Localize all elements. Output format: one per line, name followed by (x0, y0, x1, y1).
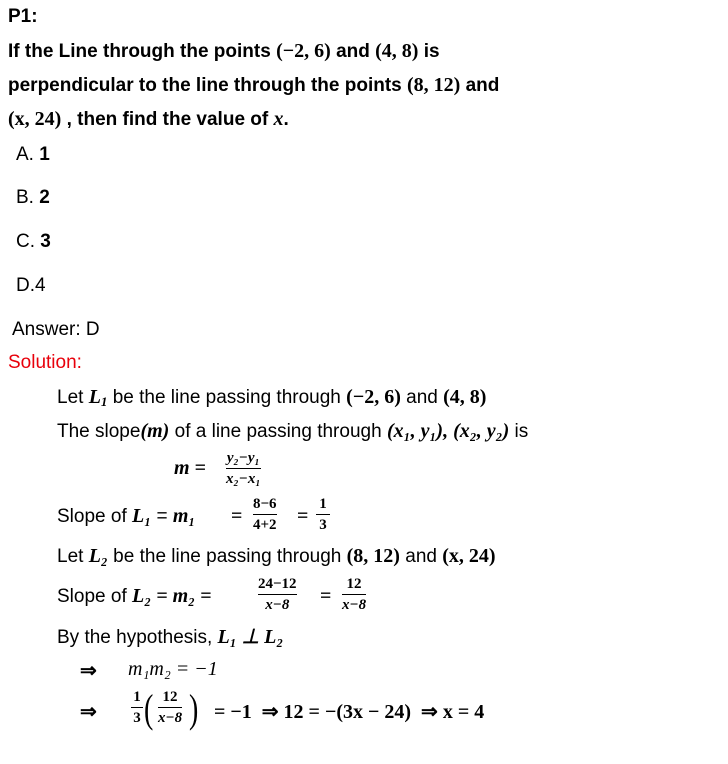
hypothesis-line (57, 624, 283, 649)
point: (−2, 6) (346, 386, 401, 408)
solution-line-2 (57, 420, 528, 443)
text: By the hypothesis, (57, 627, 218, 648)
point: (4, 8) (443, 386, 487, 408)
equals: = (297, 505, 309, 527)
denominator: x₂−x₁ (226, 471, 261, 487)
fraction-bar (316, 514, 330, 515)
fraction-bar (258, 594, 297, 595)
option-value: 1 (39, 144, 50, 165)
problem-number: P1: (8, 6, 38, 27)
l-symbol: L (88, 386, 101, 408)
slope-formula-fraction (226, 449, 261, 488)
answer-value: D (85, 319, 100, 340)
numerator: 12 (162, 689, 178, 705)
option-label: D. (16, 275, 35, 296)
period: . (283, 109, 289, 130)
answer-label: Answer: (12, 319, 81, 340)
problem-text: is (418, 41, 440, 62)
fraction-bar (131, 707, 143, 708)
equals: = (231, 505, 243, 527)
problem-text: , then find the value of (61, 109, 274, 130)
one-third-fraction (131, 688, 143, 727)
fraction-bar (158, 707, 182, 708)
option-label: B. (16, 187, 34, 208)
equals: = (320, 585, 332, 607)
numerator: 8−6 (253, 496, 277, 512)
option-value: 2 (39, 187, 50, 208)
denominator: 3 (133, 710, 141, 726)
fraction-bar (226, 468, 261, 469)
conjunction: and (460, 75, 500, 96)
option-d (16, 275, 46, 297)
denominator: x−8 (158, 710, 183, 726)
line-symbol: L₂ (88, 545, 108, 567)
answer-line (12, 319, 100, 341)
left-paren: ( (143, 686, 154, 731)
option-value: 3 (40, 231, 51, 252)
line-symbol: L₁ (132, 505, 152, 527)
option-value: 4 (35, 275, 46, 296)
point-a: (−2, 6) (276, 40, 331, 62)
problem-line-2 (8, 74, 499, 97)
numerator: y₂−y₁ (226, 450, 260, 466)
slope-l2-line (57, 585, 212, 608)
denominator: 3 (319, 517, 327, 533)
slope-l1-fraction (253, 495, 277, 534)
fraction-bar (253, 514, 277, 515)
slope-l2-result (342, 575, 366, 614)
slope-l1-result (316, 495, 330, 534)
denominator: 4+2 (253, 517, 277, 533)
numerator: 24−12 (258, 576, 297, 592)
implies-arrow-icon: ⇒ (80, 660, 97, 682)
problem-text: perpendicular to the line through the points (8, 75, 407, 96)
final-derivation: = −1 ⇒ 12 = −(3x − 24) ⇒ x = 4 (214, 701, 485, 723)
slope-symbol: (m) (140, 420, 170, 442)
option-a (16, 144, 50, 166)
slope-l2-inner-fraction (158, 688, 182, 727)
fraction-bar (342, 594, 366, 595)
variable-x: x (273, 108, 284, 130)
text: be the line passing through (107, 387, 347, 408)
solution-line-1 (57, 386, 486, 410)
formula-lhs: m = (174, 457, 206, 479)
slope-l2-fraction (258, 575, 297, 614)
text: of a line passing through (169, 421, 387, 442)
point-c: (8, 12) (407, 74, 461, 96)
right-paren: ) (188, 686, 199, 731)
option-label: C. (16, 231, 35, 252)
implies-arrow-icon: ⇒ (80, 701, 97, 723)
text: The slope (57, 421, 141, 442)
text: is (509, 421, 529, 442)
conjunction: and (330, 41, 376, 62)
slope-l1-line (57, 505, 195, 528)
line-l1 (89, 386, 108, 408)
perpendicular-expression: L₁ ⊥ L₂ (217, 626, 284, 648)
numerator: 12 (346, 576, 362, 592)
equals: = (151, 506, 173, 527)
text: and (399, 546, 443, 567)
denominator: x−8 (342, 597, 367, 613)
general-points: (x₁, y₁), (x₂, y₂) (386, 420, 510, 442)
point: (8, 12) (346, 545, 400, 567)
text: and (400, 387, 444, 408)
point-d: (x, 24) (8, 108, 62, 130)
text: Let (57, 387, 89, 408)
slope-symbol: = m₂ = (151, 585, 212, 607)
point: (x, 24) (442, 545, 496, 567)
product-of-slopes: m₁m₂ = −1 (128, 658, 218, 680)
text: Let (57, 546, 89, 567)
subscript: 1 (100, 394, 108, 409)
problem-text: If the Line through the points (8, 41, 277, 62)
problem-line-1 (8, 40, 440, 63)
line-symbol: L₂ (132, 585, 152, 607)
slope-symbol: m₁ (172, 505, 196, 527)
option-c (16, 231, 51, 253)
numerator: 1 (133, 689, 141, 705)
numerator: 1 (319, 496, 327, 512)
point-b: (4, 8) (375, 40, 419, 62)
text: Slope of (57, 586, 132, 607)
text: Slope of (57, 506, 132, 527)
solution-heading: Solution: (8, 352, 82, 373)
option-label: A. (16, 144, 34, 165)
problem-line-3 (8, 108, 289, 131)
denominator: x−8 (265, 597, 290, 613)
text: be the line passing through (107, 546, 347, 567)
option-b (16, 187, 50, 209)
solution-line-3 (57, 545, 496, 568)
